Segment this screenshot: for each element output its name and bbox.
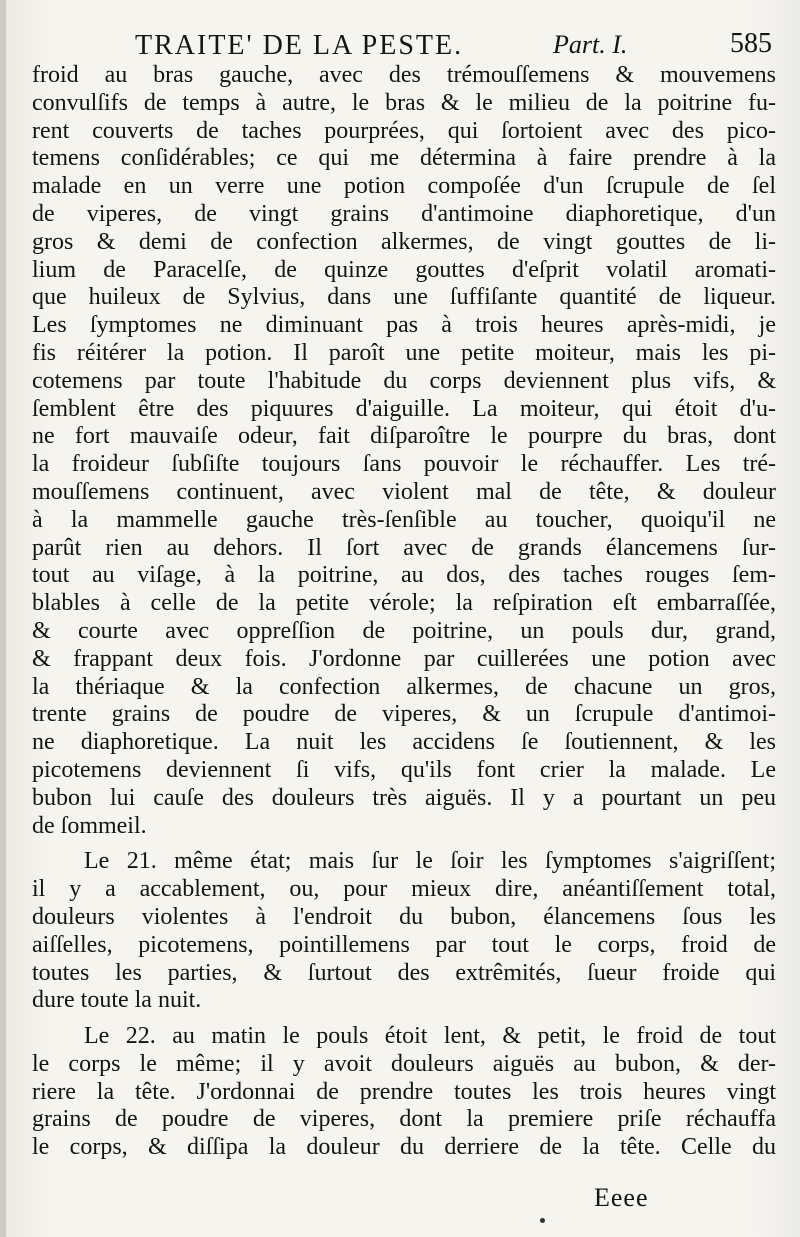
text-line: Les ſymptomes ne diminuant pas à trois heures après-midi, je (32, 312, 776, 339)
paragraph-1 (32, 62, 776, 840)
text-line: ſemblent être des piquures d'aiguille. La moiteur, qui étoit d'u- (32, 395, 776, 422)
text-line: malade en un verre une potion compoſée d'un ſcrupule de ſel (32, 173, 776, 200)
text-line: trente grains de poudre de viperes, & un ſcrupule d'antimoi- (32, 701, 776, 728)
text-line: temens conſidérables; ce qui me détermina à faire prendre à la (32, 145, 776, 172)
text-line: de ſommeil. (32, 812, 147, 839)
text-line: grains de poudre de viperes, dont la premiere priſe réchauffa (32, 1106, 776, 1133)
text-line: Le 22. au matin le pouls étoit lent, & petit, le froid de tout (84, 1023, 776, 1050)
text-line: que huileux de Sylvius, dans une ſuffiſante quantité de liqueur. (32, 284, 776, 311)
paragraph-gap (32, 1015, 776, 1023)
text-line: tout au viſage, à la poitrine, au dos, des taches rouges ſem- (32, 562, 776, 589)
text-line: gros & demi de confection alkermes, de vingt gouttes de li- (32, 228, 776, 255)
text-line: toutes les parties, & ſurtout des extrêmités, ſueur froide qui (32, 959, 776, 986)
text-line: le corps le même; il y avoit douleurs aiguës au bubon, & der- (32, 1050, 776, 1077)
text-line: aiſſelles, picotemens, pointillemens par tout le corps, froid de (32, 931, 776, 958)
text-line: parût rien au dehors. Il ſort avec de grands élancemens ſur- (32, 534, 776, 561)
text-line: bubon lui cauſe des douleurs très aiguës. Il y a pourtant un peu (32, 784, 776, 811)
text-line: la froideur ſubſiſte toujours ſans pouvoir le réchauffer. Les tré- (32, 451, 776, 478)
signature-mark: Eeee (594, 1183, 649, 1212)
text-line: douleurs violentes à l'endroit du bubon, élancemens ſous les (32, 903, 776, 930)
text-line: froid au bras gauche, avec des trémouſſemens & mouvemens (32, 62, 776, 88)
text-line: fis réitérer la potion. Il paroît une petite moiteur, mais les pi- (32, 339, 776, 366)
body-text (32, 62, 776, 1162)
text-line: Le 21. même état; mais ſur le ſoir les ſymptomes s'aigriſſent; (84, 848, 776, 875)
paragraph-2 (32, 848, 776, 1015)
text-line: ne fort mauvaiſe odeur, fait diſparoître le pourpre du bras, dont (32, 423, 776, 450)
text-line: blables à celle de la petite vérole; la reſpiration eſt embarraſſée, (32, 590, 776, 617)
text-line: ne diaphoretique. La nuit les accidens ſe ſoutiennent, & les (32, 729, 776, 756)
text-line: mouſſemens continuent, avec violent mal de tête, & douleur (32, 478, 776, 505)
text-line: convulſifs de temps à autre, le bras & le milieu de la poitrine fu- (32, 89, 776, 116)
text-line: & courte avec oppreſſion de poitrine, un pouls dur, grand, (32, 617, 776, 644)
text-line: dure toute la nuit. (32, 987, 202, 1014)
text-line: rent couverts de taches pourprées, qui ſortoient avec des pico- (32, 117, 776, 144)
text-line: à la mammelle gauche très-ſenſible au toucher, quoiqu'il ne (32, 506, 776, 533)
text-line: picotemens deviennent ſi vifs, qu'ils font crier la malade. Le (32, 756, 776, 783)
paragraph-gap (32, 840, 776, 848)
text-line: lium de Paracelſe, de quinze gouttes d'eſprit volatil aromati- (32, 256, 776, 283)
text-line: riere la tête. J'ordonnai de prendre toutes les trois heures vingt (32, 1078, 776, 1105)
ink-dot (540, 1218, 545, 1223)
text-line: le corps, & diſſipa la douleur du derriere de la tête. Celle du (32, 1134, 776, 1161)
text-line: de viperes, de vingt grains d'antimoine diaphoretique, d'un (32, 200, 776, 227)
page-number: 585 (730, 28, 772, 59)
text-line: cotemens par toute l'habitude du corps deviennent plus vifs, & (32, 367, 776, 394)
running-title: TRAITE' DE LA PESTE. (135, 30, 464, 61)
part-label: Part. I. (553, 30, 628, 59)
text-line: il y a accablement, ou, pour mieux dire, anéantiſſement total, (32, 876, 776, 903)
text-line: & frappant deux fois. J'ordonne par cuillerées une potion avec (32, 645, 776, 672)
paragraph-3 (32, 1023, 776, 1162)
text-line: la thériaque & la confection alkermes, de chacune un gros, (32, 673, 776, 700)
